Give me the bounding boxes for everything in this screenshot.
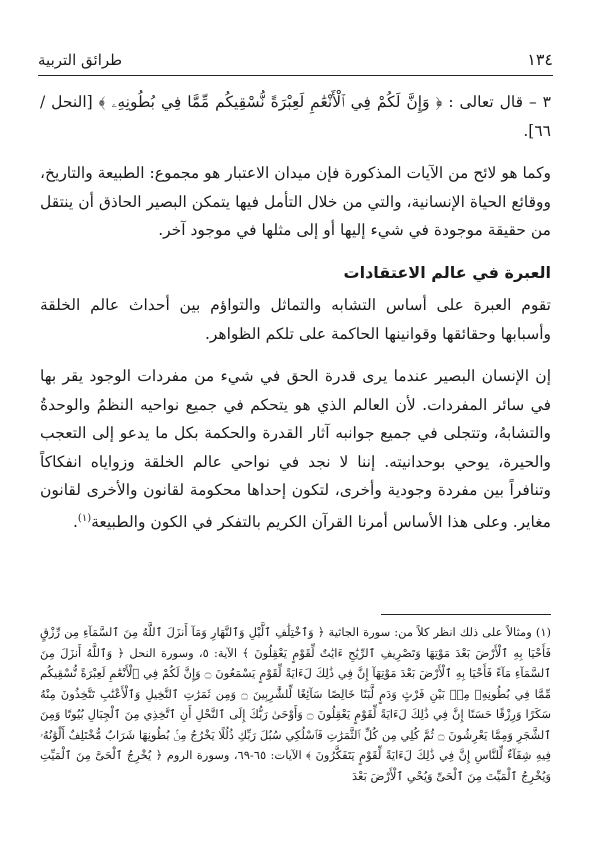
verse-paragraph — [40, 88, 551, 145]
footnote-line-5: لَءَايَةً لِّقَوْمٍ يَعْقِلُونَ ۝ وَأَوْحَىٰ رَبُّكَ إِلَى ٱلنَّحْلِ أَنِ ٱتَّخِذِي مِنَ ٱلْجِبَالِ بُيُوتًا وَمِنَ ٱلشَّجَرِ وَمِمَّا يَعْرِشُونَ ۝ ثُمَّ كُلِي مِن كُلِّ — [40, 707, 552, 742]
footnote-line-6: ٱلثَّمَرَٰتِ فَٱسْلُكِي سُبُلَ رَبِّكِ ذُلُلًا يَخْرُجُ مِنۢ بُطُونِهَا شَرَابٌ مُّخْتَلِفٌ أَلْوَٰنُهُۥ فِيهِ شِفَآءٌ لِّلنَّاسِ إِنَّ فِي ذَٰلِكَ لَءَايَةً لِّقَوْمٍ — [40, 727, 551, 762]
verse-line: ٣ – قال تعالى : ﴿ وَإِنَّ لَكُمْ فِي ٱلْأَنْعَٰمِ لَعِبْرَةً نُّسْقِيكُم مِّمَّا فِي بُطُونِهِۦ ﴾ — [98, 93, 551, 111]
header-divider — [38, 75, 553, 76]
running-title: طرائق التربية — [38, 51, 123, 69]
paragraph-3-text: إن الإنسان البصير عندما يرى قدرة الحق في شيء من مفردات الوجود يقر بها في سائر المفردات. لأن العالم الذي هو يتحكم في جميع نواحيه النظمُ والوحدةُ والتشابهُ، وتتجلى في جميع جوانبه آثار القدرة والحكمة بكل ما يدعو إلى التعجب والحيرة، يوحي بوحدانيته. إننا لا نجد في نواحي عالم الخلقة وزواياه انفكاكاً وتنافراً بين مفردة وجودية وأخرى، لتكون إحداها محكومة لقانون والأخرى لقانون مغاير. وعلى هذا الأساس أمرنا القرآن الكريم بالتفكر في الكون والطبيعة — [40, 367, 551, 531]
footnote-line-3: بَعْدَ مَوْتِهَآ إِنَّ فِي ذَٰلِكَ لَءَايَةً لِّقَوْمٍ يَسْمَعُونَ ۝ وَإِنَّ لَكُمْ فِي ٱلْأَنْعَٰمِ لَعِبْرَةً نُّسْقِيكُم مِّمَّا فِي بُطُونِهِۦ مِنۢ بَيْنِ فَرْثٍ وَدَمٍ — [40, 666, 551, 701]
paragraph-1: وكما هو لائح من الآيات المذكورة فإن ميدان الاعتبار هو مجموع: الطبيعة والتاريخ، ووقائع الحياة الإنسانية، والتي من خلال التأمل فيها يتمكن البصير الحاذق أن ينتقل من حقيقة موجودة في شيء إليها أو إلى مثلها في موجود آخر. — [40, 164, 551, 239]
page-header — [38, 50, 553, 69]
main-text — [40, 88, 551, 550]
footnote-line-2: بَعْدَ مَوْتِهَا وَتَصْرِيفِ ٱلرِّيَٰحِ ءَايَٰتٌ لِّقَوْمٍ يَعْقِلُونَ ﴾ الآية: ٥، وسورة النحل ﴿ وَٱللَّهُ أَنزَلَ مِنَ ٱلسَّمَآءِ مَآءً فَأَحْيَا بِهِ ٱلْأَرْضَ — [40, 645, 551, 680]
footnote-line-4: لَّبَنًا خَالِصًا سَآئِغًا لِّلشَّٰرِبِينَ ۝ وَمِن ثَمَرَٰتِ ٱلنَّخِيلِ وَٱلْأَعْنَٰبِ تَتَّخِذُونَ مِنْهُ سَكَرًا وَرِزْقًا حَسَنًا إِنَّ فِي ذَٰلِكَ — [40, 686, 551, 721]
footnote-marker: (١) — [77, 512, 92, 524]
paragraph-2: تقوم العبرة على أساس التشابه والتماثل والتواؤم بين أحداث عالم الخلقة وأسبابها وحقائقها وقوانينها الحاكمة على تلكم الظواهر. — [40, 296, 551, 343]
footnote — [40, 622, 551, 786]
footnote-line-1: (١) ومثالاً على ذلك انظر كلاً من: سورة الجاثية ﴿ وَٱخْتِلَٰفِ ٱلَّيْلِ وَٱلنَّهَارِ وَمَآ أَنزَلَ ٱللَّهُ مِنَ ٱلسَّمَآءِ مِن رِّزْقٍ فَأَحْيَا بِهِ ٱلْأَرْضَ — [40, 625, 552, 660]
footnote-line-7: يَتَفَكَّرُونَ ﴾ الآيات: ٦٥-٦٩، وسورة الروم ﴿ يُخْرِجُ ٱلْحَىَّ مِنَ ٱلْمَيِّتِ وَيُخْرِجُ ٱلْمَيِّتَ مِنَ ٱلْحَىِّ وَيُحْىِ ٱلْأَرْضَ بَعْدَ — [40, 748, 551, 783]
verse-reference: [النحل / ٦٦]. — [40, 93, 551, 140]
paragraph-3: إن الإنسان البصير عندما يرى قدرة الحق في شيء من مفردات الوجود يقر بها في سائر المفردات. لأن العالم الذي هو يتحكم في جميع نواحيه النظمُ والوحدةُ والتشابهُ، وتتجلى في جميع جوانبه آثار القدرة والحكمة بكل ما يدعو إلى التعجب والحيرة، يوحي بوحدانيته. إننا لا نجد في نواحي عالم الخلقة وزواياه انفكاكاً وتنافراً بين مفردة وجودية وأخرى، لتكون إحداها محكومة لقانون والأخرى لقانون مغاير. وعلى هذا الأساس أمرنا القرآن الكريم بالتفكر في الكون والطبيعة$^{(١)}$. — [40, 367, 551, 531]
footnote-divider — [381, 614, 551, 615]
section-heading: العبرة في عالم الاعتقادات — [343, 262, 551, 282]
page-number: ١٣٤ — [527, 50, 553, 69]
